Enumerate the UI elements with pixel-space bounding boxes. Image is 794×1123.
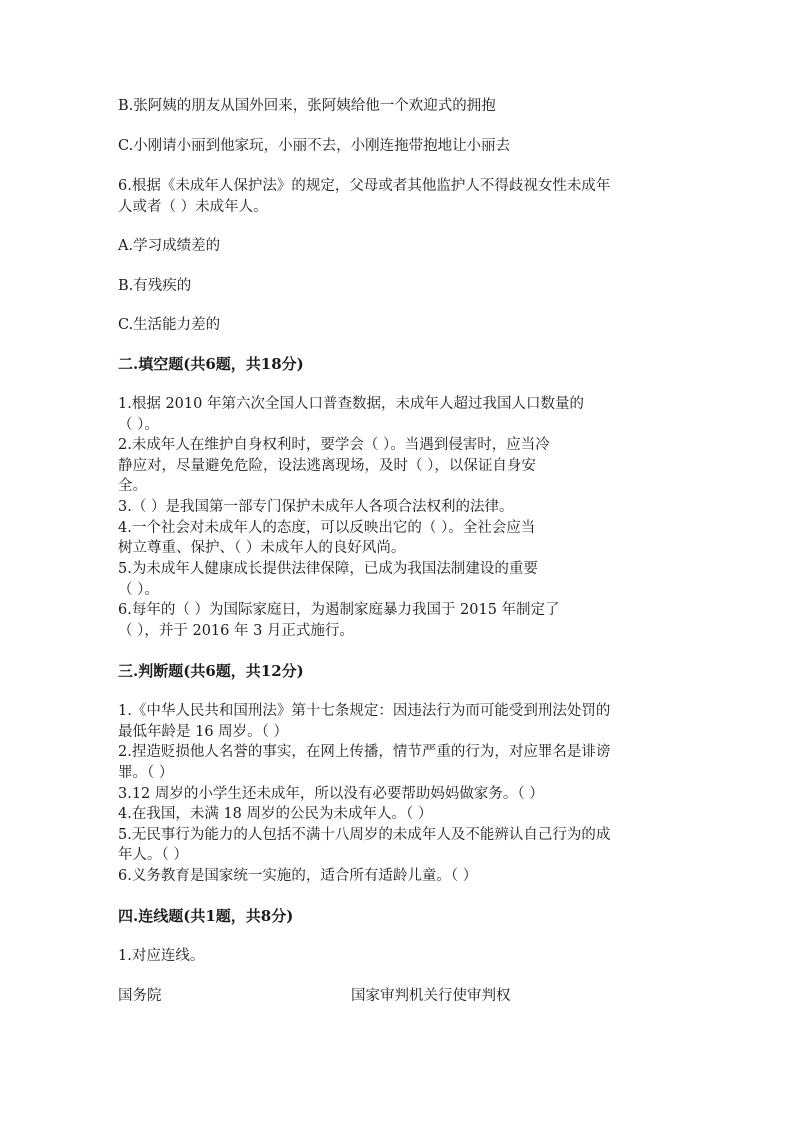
judge-line: 4.在我国，未满 18 周岁的公民为未成年人。（ ） [118, 806, 433, 822]
judge-line: 5.无民事行为能力的人包括不满十八周岁的未成年人及不能辨认自己行为的成 [118, 827, 611, 843]
fill-line: 3.（ ）是我国第一部专门保护未成年人各项合法权利的法律。 [118, 499, 514, 515]
fill-line: （ ）。 [118, 417, 159, 433]
fill-line: 1.根据 2010 年第六次全国人口普查数据，未成年人超过我国人口数量的 [118, 396, 584, 412]
judge-line: 罪。（ ） [118, 765, 174, 781]
judge-line: 最低年龄是 16 周岁。（ ） [118, 724, 289, 740]
judge-line: 1.《中华人民共和国刑法》第十七条规定：因违法行为而可能受到刑法处罚的 [118, 703, 611, 719]
fill-line: 6.每年的（ ）为国际家庭日，为遏制家庭暴力我国于 2015 年制定了 [118, 602, 560, 618]
fill-line: 静应对，尽量避免危险，设法逃离现场，及时（ ），以保证自身安 [118, 458, 536, 474]
judge-line: 年人。（ ） [118, 847, 188, 863]
fill-line: （ ）。 [118, 582, 159, 598]
q5-option-b: B.张阿姨的朋友从国外回来，张阿姨给他一个欢迎式的拥抱 [118, 98, 496, 114]
judge-line: 6.义务教育是国家统一实施的，适合所有适龄儿童。（ ） [118, 868, 478, 884]
q5-option-c: C.小刚请小丽到他家玩，小丽不去，小刚连拖带抱地让小丽去 [118, 138, 511, 154]
section-4-title: 四.连线题(共1题，共8分) [118, 907, 294, 925]
match-question: 1.对应连线。 [118, 948, 205, 964]
judge-line: 3.12 周岁的小学生还未成年，所以没有必要帮助妈妈做家务。（ ） [118, 786, 544, 802]
q6-option-c: C.生活能力差的 [118, 317, 221, 333]
fill-line: 5.为未成年人健康成长提供法律保障，已成为我国法制建设的重要 [118, 561, 538, 577]
fill-line: （ ），并于 2016 年 3 月正式施行。 [118, 623, 354, 639]
q6-stem-line-1: 6.根据《未成年人保护法》的规定，父母或者其他监护人不得歧视女性未成年 [118, 178, 611, 194]
fill-line: 树立尊重、保护、（ ）未成年人的良好风尚。 [118, 540, 406, 556]
match-left-item: 国务院 [118, 988, 162, 1004]
q6-option-b: B.有残疾的 [118, 278, 192, 294]
judge-line: 2.捏造贬损他人名誉的事实，在网上传播，情节严重的行为，对应罪名是诽谤 [118, 744, 611, 760]
section-2-title: 二.填空题(共6题，共18分) [118, 355, 304, 373]
match-row [118, 986, 678, 1006]
match-right-item: 国家审判机关行使审判权 [351, 988, 511, 1004]
fill-line: 全。 [118, 478, 147, 494]
fill-line: 4.一个社会对未成年人的态度，可以反映出它的（ ）。全社会应当 [118, 520, 536, 536]
fill-line: 2.未成年人在维护自身权利时，要学会（ ）。当遇到侵害时，应当冷 [118, 437, 550, 453]
q6-stem-line-2: 人或者（ ）未成年人。 [118, 199, 268, 215]
q6-option-a: A.学习成绩差的 [118, 238, 221, 254]
section-3-title: 三.判断题(共6题，共12分) [118, 662, 304, 680]
